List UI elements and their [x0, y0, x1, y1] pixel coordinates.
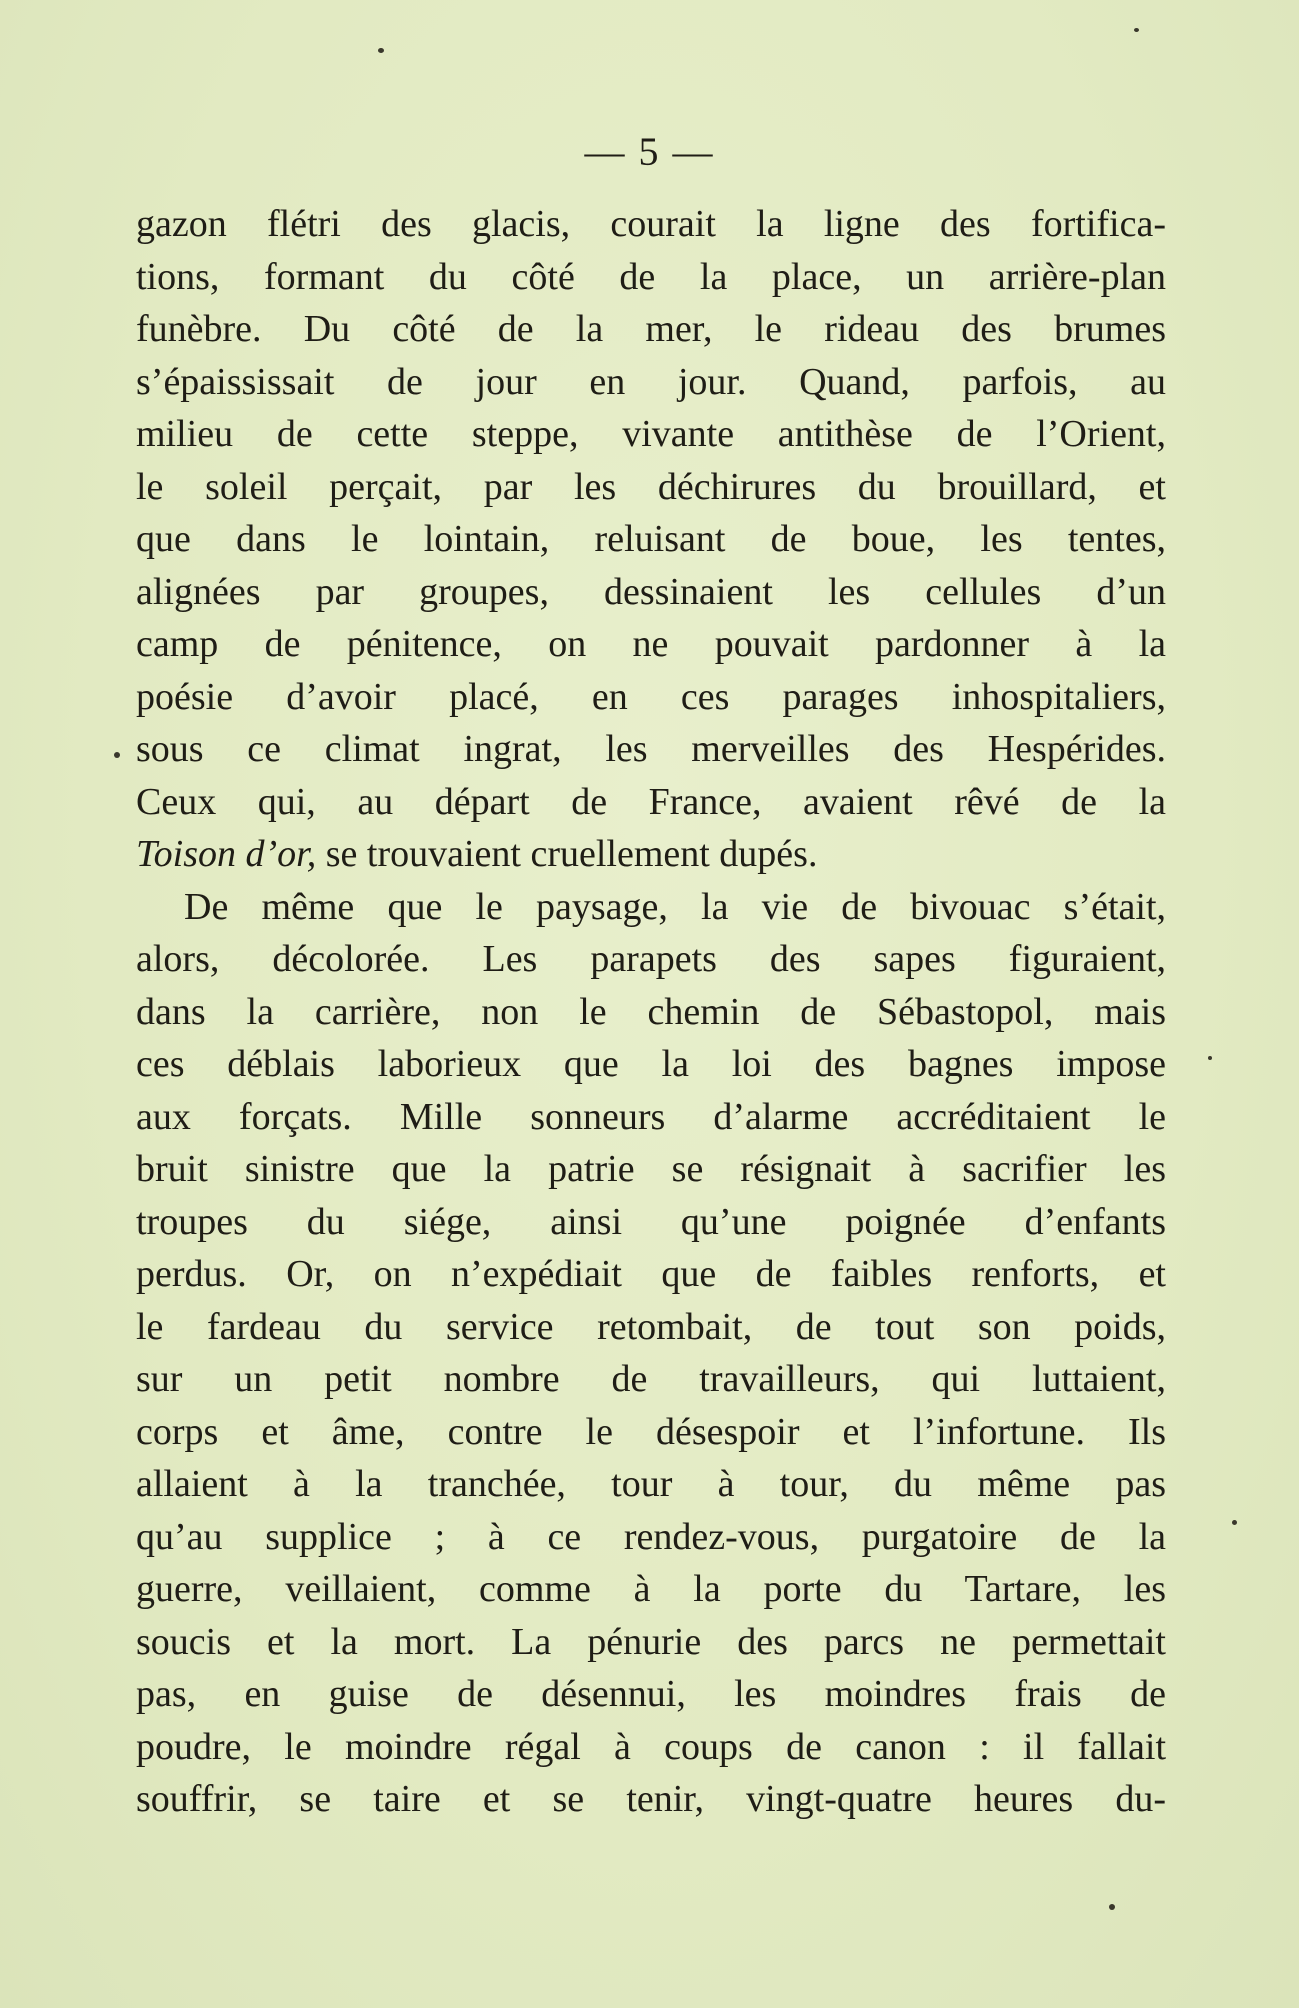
text-line: soucis et la mort. La pénurie des parcs ne permettait [136, 1620, 1166, 1663]
text-line: alignées par groupes, dessinaient les cellules d’un [136, 570, 1166, 613]
text-line: pas, en guise de désennui, les moindres frais de [136, 1673, 1166, 1715]
text-line: milieu de cette steppe, vivante antithèse de l’Orient, [136, 413, 1166, 455]
text-line: que dans le lointain, reluisant de boue, les tentes, [136, 518, 1166, 560]
page-number: — 5 — [584, 129, 715, 174]
text-line: poésie d’avoir placé, en ces parages inhospitaliers, [136, 675, 1166, 718]
text-line: gazon flétri des glacis, courait la ligne des fortifica- [136, 203, 1166, 245]
text-line: guerre, veillaient, comme à la porte du Tartare, les [136, 1568, 1166, 1610]
text-line: tions, formant du côté de la place, un arrière-plan [136, 255, 1166, 298]
ink-speck [378, 48, 384, 53]
ink-speck [1208, 1056, 1212, 1060]
text-line: Ceux qui, au départ de France, avaient rêvé de la [136, 780, 1166, 823]
text-line: dans la carrière, non le chemin de Sébastopol, mais [136, 990, 1166, 1033]
text-line: bruit sinistre que la patrie se résignait à sacrifier les [136, 1148, 1166, 1190]
text-line: sur un petit nombre de travailleurs, qui luttaient, [136, 1358, 1166, 1400]
ink-speck [1109, 1904, 1115, 1910]
paragraph-end-line: Toison d’or, se trouvaient cruellement dupés. [136, 833, 818, 875]
ink-speck [1232, 1520, 1237, 1525]
paragraph-start-line: De même que le paysage, la vie de bivouac s’était, [184, 885, 1166, 928]
text-line: perdus. Or, on n’expédiait que de faibles renforts, et [136, 1253, 1166, 1295]
body-text [136, 198, 1166, 1826]
text-line: troupes du siége, ainsi qu’une poignée d’enfants [136, 1200, 1166, 1243]
text-line: le fardeau du service retombait, de tout son poids, [136, 1305, 1166, 1348]
text-line: alors, décolorée. Les parapets des sapes figuraient, [136, 938, 1166, 980]
text-line: sous ce climat ingrat, les merveilles des Hespérides. [136, 728, 1166, 770]
ink-speck [1134, 28, 1139, 32]
text-line: funèbre. Du côté de la mer, le rideau des brumes [136, 308, 1166, 350]
text-line: ces déblais laborieux que la loi des bagnes impose [136, 1043, 1166, 1085]
text-line: qu’au supplice ; à ce rendez-vous, purgatoire de la [136, 1515, 1166, 1558]
text-line: souffrir, se taire et se tenir, vingt-quatre heures du- [136, 1778, 1166, 1820]
text-line: corps et âme, contre le désespoir et l’infortune. Ils [136, 1410, 1166, 1453]
text-line: s’épaississait de jour en jour. Quand, parfois, au [136, 360, 1166, 403]
text-line: allaient à la tranchée, tour à tour, du même pas [136, 1463, 1166, 1505]
text-line: poudre, le moindre régal à coups de canon : il fallait [136, 1725, 1166, 1768]
ink-speck [114, 752, 120, 758]
text-line: aux forçats. Mille sonneurs d’alarme accréditaient le [136, 1095, 1166, 1138]
text-line: le soleil perçait, par les déchirures du brouillard, et [136, 465, 1166, 508]
text-line: camp de pénitence, on ne pouvait pardonner à la [136, 623, 1166, 665]
italic-title: Toison d’or, [136, 833, 317, 875]
